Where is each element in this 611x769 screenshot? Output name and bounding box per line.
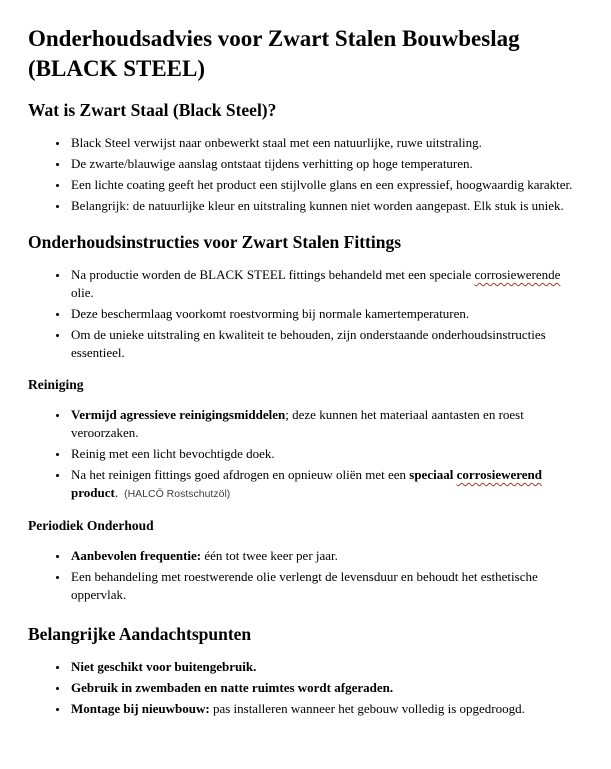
section-heading-belangrijke-aandachtspunten: Belangrijke Aandachtspunten: [28, 624, 252, 644]
subsection-heading-periodiek-onderhoud: Periodiek Onderhoud: [28, 518, 154, 533]
list-item: • Na het reinigen fittings goed afdrogen en opnieuw oliën met een speciaal corrosiewerend product. (HALCŌ Rostschutzöl): [69, 466, 583, 503]
list-item: • Reinig met een licht bevochtigde doek.: [69, 445, 583, 463]
list-item: • Aanbevolen frequentie: één tot twee keer per jaar.: [69, 547, 583, 565]
instructions-bullet-list: [28, 266, 583, 362]
list-item: • Deze beschermlaag voorkomt roestvorming bij normale kamertemperaturen.: [69, 305, 583, 323]
list-item: • De zwarte/blauwige aanslag ontstaat tijdens verhitting op hoge temperaturen.: [69, 155, 583, 173]
list-item: • Belangrijk: de natuurlijke kleur en uitstraling kunnen niet worden aangepast. Elk stuk is uniek.: [69, 197, 583, 215]
misspelled-word[interactable]: corrosiewerend: [456, 467, 543, 482]
reiniging-bullet-list: [28, 406, 583, 503]
list-item: • Na productie worden de BLACK STEEL fittings behandeld met een speciale corrosiewerende olie.: [69, 266, 583, 302]
list-item: • Niet geschikt voor buitengebruik.: [69, 658, 583, 676]
document-title: Onderhoudsadvies voor Zwart Stalen Bouwbeslag (BLACK STEEL): [28, 26, 520, 81]
list-item: • Om de unieke uitstraling en kwaliteit te behouden, zijn onderstaande onderhoudsinstructies essentieel.: [69, 326, 583, 362]
list-item: • Een behandeling met roestwerende olie verlengt de levensduur en behoudt het esthetische oppervlak.: [69, 568, 583, 604]
product-note: (HALCŌ Rostschutzöl): [124, 488, 231, 500]
periodiek-bullet-list: [28, 547, 583, 604]
list-item: • Gebruik in zwembaden en natte ruimtes wordt afgeraden.: [69, 679, 583, 697]
misspelled-word[interactable]: corrosiewerende: [474, 267, 561, 282]
list-item: • Black Steel verwijst naar onbewerkt staal met een natuurlijke, ruwe uitstraling.: [69, 134, 583, 152]
what-is-bullet-list: [28, 134, 583, 215]
list-item: • Een lichte coating geeft het product een stijlvolle glans en een expressief, hoogwaardig karakter.: [69, 176, 583, 194]
section-heading-wat-is-zwart-staal: Wat is Zwart Staal (Black Steel)?: [28, 100, 277, 120]
section-heading-onderhoudsinstructies: Onderhoudsinstructies voor Zwart Stalen Fittings: [28, 232, 402, 252]
subsection-heading-reiniging: Reiniging: [28, 377, 84, 392]
belangrijk-bullet-list: [28, 658, 583, 718]
list-item: • Vermijd agressieve reinigingsmiddelen; deze kunnen het materiaal aantasten en roest veroorzaken.: [69, 406, 583, 442]
list-item: • Montage bij nieuwbouw: pas installeren wanneer het gebouw volledig is opgedroogd.: [69, 700, 583, 718]
